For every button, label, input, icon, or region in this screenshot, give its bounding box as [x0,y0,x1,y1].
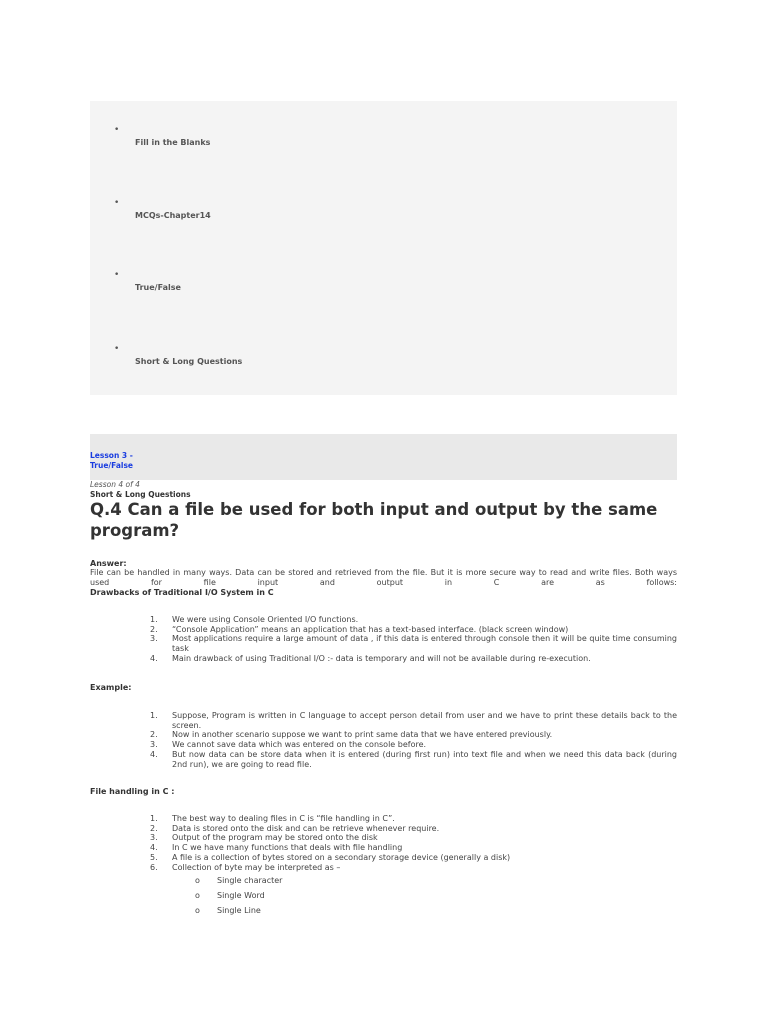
circle-bullet-icon: o [195,876,200,885]
bullet-icon: • [114,198,120,208]
item-text: But now data can be store data when it is entered (during first run) into text file and when we need this data back (during 2nd run), we are going to read file. [172,749,677,769]
item-number: 3. [150,833,158,843]
item-number: 4. [150,843,158,853]
item-number: 3. [150,740,158,750]
bullet-icon: • [114,344,120,354]
list-item [150,843,677,853]
topic-item[interactable] [90,270,677,324]
item-text: “Console Application” means an application that has a text-based interface. (black screen window) [172,624,569,634]
bullet-icon: • [114,270,120,280]
item-text: A file is a collection of bytes stored on a secondary storage device (generally a disk) [172,852,511,862]
topic-label[interactable]: MCQs-Chapter14 [135,211,211,220]
list-item [150,634,677,653]
item-number: 1. [150,711,158,720]
item-text: Data is stored onto the disk and can be retrieve whenever require. [172,823,440,833]
list-item [150,833,677,843]
item-text: The best way to dealing files in C is “file handling in C”. [172,814,395,823]
topic-item[interactable] [90,198,677,252]
previous-lesson-link[interactable]: Lesson 3 - True/False [90,451,134,470]
page-title: Q.4 Can a file be used for both input and output by the same program? [90,500,658,540]
item-number: 2. [150,624,158,634]
item-text: Suppose, Program is written in C language to accept person detail from user and we have to print these details back to the screen. [172,711,677,730]
item-text: Now in another scenario suppose we want to print same data that we have entered previously. [172,730,553,740]
list-item [150,654,677,664]
file-handling-heading: File handling in C : [90,787,175,796]
example-heading: Example: [90,683,132,692]
item-text: Collection of byte may be interpreted as – [172,862,341,872]
list-item [195,890,282,905]
topic-label[interactable]: Short & Long Questions [135,357,243,366]
list-item [195,875,282,890]
item-text: In C we have many functions that deals with file handling [172,843,403,853]
answer-paragraph: File can be handled in many ways. Data can be stored and retrieved from the file. But it is more secure way to read and write files. Both ways used for file input and output in C are as follows: [90,568,677,587]
list-item [150,750,677,769]
topic-item[interactable] [90,125,677,179]
item-text: We were using Console Oriented I/O functions. [172,615,359,624]
item-number: 2. [150,730,158,740]
interpretation-list [195,875,282,920]
topic-label[interactable]: True/False [135,283,181,292]
list-item [150,625,677,635]
list-item [150,824,677,834]
item-number: 3. [150,634,158,644]
topic-label[interactable]: Fill in the Blanks [135,138,211,147]
list-item [150,711,677,730]
examples-list [150,711,677,769]
list-item [150,814,677,824]
item-text: We cannot save data which was entered on the console before. [172,740,427,750]
item-text: Output of the program may be stored onto the disk [172,833,378,843]
item-number: 6. [150,862,158,872]
circle-bullet-icon: o [195,891,200,900]
item-number: 2. [150,823,158,833]
drawbacks-heading: Drawbacks of Traditional I/O System in C [90,588,274,597]
file-handling-list [150,814,677,872]
breadcrumb: Short & Long Questions [90,490,191,499]
drawbacks-list [150,615,677,664]
item-text: Single Line [217,906,261,915]
bullet-icon: • [114,125,120,135]
lesson-navigation [90,434,677,480]
item-text: Single Word [217,891,265,900]
list-item [150,730,677,740]
lesson-progress: Lesson 4 of 4 [90,480,140,489]
item-number: 4. [150,653,158,663]
list-item [195,905,282,920]
item-text: Main drawback of using Traditional I/O :- data is temporary and will not be available during re-execution. [172,653,591,663]
list-item [150,740,677,750]
circle-bullet-icon: o [195,906,200,915]
list-item [150,863,677,873]
item-number: 5. [150,852,158,862]
list-item [150,615,677,625]
item-text: Most applications require a large amount of data , if this data is entered through console then it will be quite time consuming task [172,634,677,654]
topic-item[interactable] [90,344,677,398]
item-number: 1. [150,615,158,624]
item-number: 1. [150,814,158,823]
item-number: 4. [150,749,158,759]
item-text: Single character [217,876,283,885]
topic-list [90,101,677,395]
answer-heading: Answer: [90,559,127,568]
list-item [150,853,677,863]
